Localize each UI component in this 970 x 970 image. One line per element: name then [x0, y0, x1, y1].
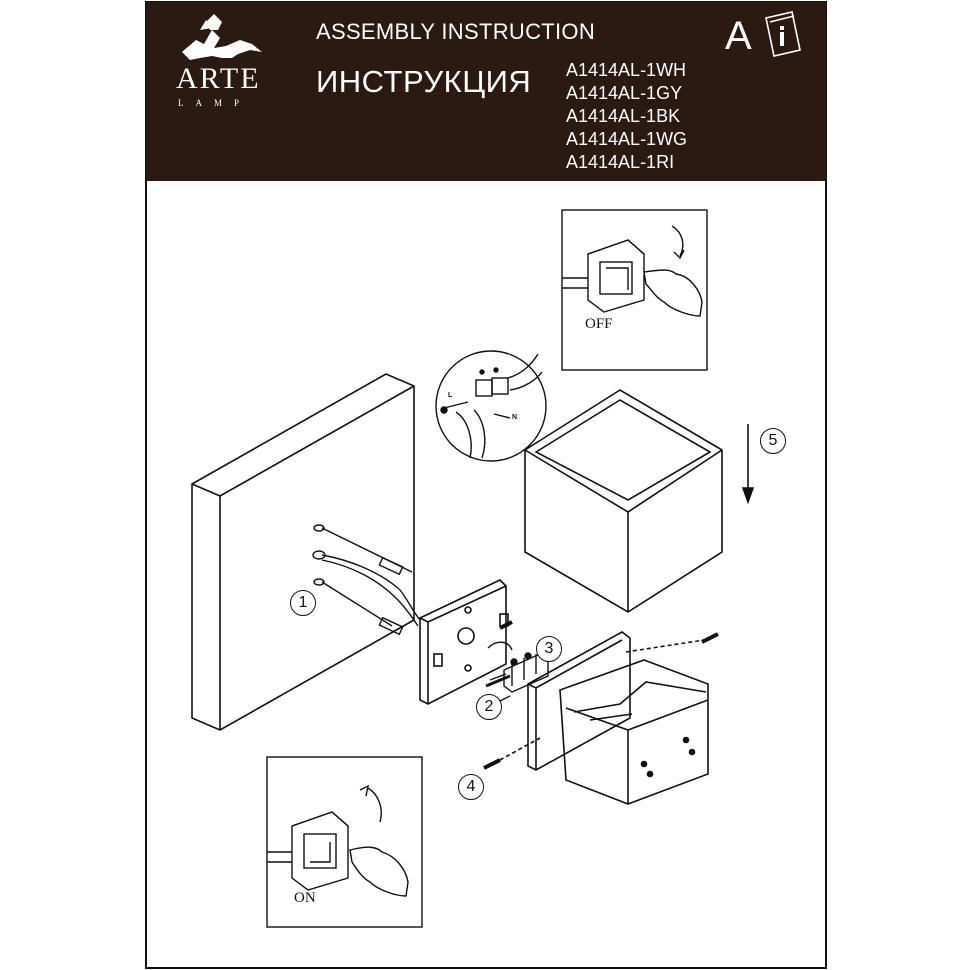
- title-english: ASSEMBLY INSTRUCTION: [316, 19, 596, 44]
- section-letter: A: [725, 14, 752, 58]
- step-5-marker: 5: [760, 428, 786, 454]
- step-3-marker: 3: [536, 636, 562, 662]
- off-label: OFF: [585, 316, 613, 332]
- model-code: A1414AL-1WH: [566, 60, 687, 80]
- step-4-marker: 4: [458, 774, 484, 800]
- wire-label-live: L: [448, 392, 453, 399]
- model-code: A1414AL-1GY: [566, 83, 683, 103]
- brand-logo-text: ARTE: [176, 62, 261, 95]
- model-code: A1414AL-1RI: [566, 152, 675, 172]
- wire-label-neutral: N: [512, 414, 518, 421]
- on-label: ON: [294, 890, 316, 906]
- model-code: A1414AL-1BK: [566, 106, 681, 126]
- model-code: A1414AL-1WG: [566, 129, 688, 149]
- step-2-marker: 2: [476, 694, 502, 720]
- title-russian: ИНСТРУКЦИЯ: [316, 64, 532, 99]
- step-1-marker: 1: [290, 590, 316, 616]
- brand-subtitle: LAMP: [178, 98, 252, 108]
